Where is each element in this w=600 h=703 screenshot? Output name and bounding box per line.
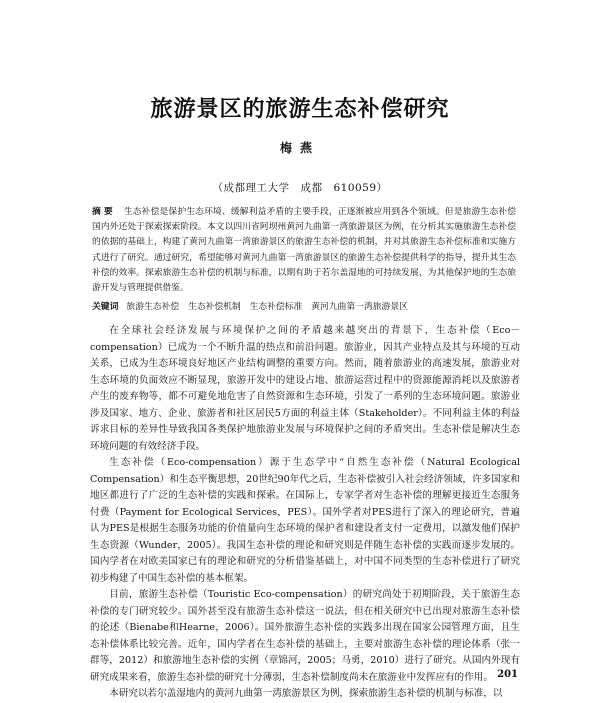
body-paragraph: 生态补偿（Eco-compensation）源于生态学中“自然生态补偿（Natural Ecological Compensation）和生态平衡思想，20世纪90年代之后，生态补偿被引入社会经济领域，许多国家和地区都进行了广泛的生态补偿的实践和探索。在国际上，专家学者对生态补偿的理解更接近生态服务付费（Payment for Ecological Services，PES）。国外学者对PES进行了深入的理论研究，普遍认为PES是根据生态服务功能的价值量向生态环境的保护者和建设者支付一定费用，以激发他们保护生态资源（Wunder，2005）。我国生态补偿的理论和研究则是伴随生态补偿的实践而逐步发展的。国内学者在对欧美国家已有的理论和研究的分析借鉴基础上，对中国不同类型的生态补偿进行了研究初步构建了中国生态补偿的基本框架。 (90, 457, 520, 584)
page-number: 201 (497, 669, 518, 680)
author-affiliation: （成都理工大学 成都 610059） (212, 182, 388, 194)
body-text (90, 323, 520, 703)
keywords-text: 旅游生态补偿 生态补偿机制 生态补偿标准 黄河九曲第一湾旅游景区 (126, 302, 408, 312)
abstract (92, 205, 516, 296)
keywords-label: 关键词 (92, 302, 119, 312)
paper-title: 旅游景区的旅游生态补偿研究 (150, 97, 450, 122)
body-paragraph: 在全球社会经济发展与环境保护之间的矛盾越来越突出的背景下，生态补偿（Eco－compensation）已成为一个不断升温的热点和前沿问题。旅游业，因其产业特点及其与环境的互动关系，已成为生态环境良好地区产业结构调整的重要方向。然而，随着旅游业的高速发展，旅游业对生态环境的负面效应不断显现，旅游开发中的建设占地、旅游运营过程中的资源能源消耗以及旅游者产生的废弃物等，都不可避免地危害了自然资源和生态环境，引发了一系列的生态环境问题。旅游业涉及国家、地方、企业、旅游者和社区居民5方面的利益主体（Stakeholder）。不同利益主体的利益诉求目标的差异性导致我国各类保护地旅游业发展与环境保护之间的矛盾突出。生态补偿是解决生态环境问题的有效经济手段。 (90, 325, 520, 452)
abstract-text: 生态补偿是保护生态环境、缓解利益矛盾的主要手段，正逐渐被应用到各个领域。但是旅游生态补偿国内外还处于探索探索阶段。本文以四川省阿坝州黄河九曲第一湾旅游景区为例，在分析其实施旅游生态补偿的依据的基础上，构建了黄河九曲第一湾旅游景区的旅游生态补偿的机制，并对其旅游生态补偿标准和实施方式进行了研究。通过研究，希望能够对黄河九曲第一湾旅游景区的旅游生态补偿提供科学的指导，提升其生态补偿的效率。探索旅游生态补偿的机制与标准，以期有助于若尔盖湿地的可持续发展，为其他保护地的生态旅游开发与管理提供借鉴。 (92, 207, 516, 294)
body-paragraph: 本研究以若尔盖湿地内的黄河九曲第一湾旅游景区为例，探索旅游生态补偿的机制与标准，以 (109, 688, 503, 699)
author-name: 梅燕 (279, 141, 320, 155)
abstract-label: 摘要 (92, 207, 116, 217)
keywords (92, 300, 516, 314)
body-paragraph: 目前，旅游生态补偿（Touristic Eco-compensation）的研究尚处于初期阶段，关于旅游生态补偿的专门研究较少。国外甚至没有旅游生态补偿这一说法，但在相关研究中已出现对旅游生态补偿的论述（Bienabe和Hearne，2006）。国外旅游生态补偿的实践多出现在国家公园管理方面，且生态补偿体系比较完善。近年，国内学者在生态补偿的基础上，主要对旅游生态补偿的理论体系（张一群等，2012）和旅游地生态补偿的实例（章锦河，2005；马勇，2010）进行了研究。从国内外现有研究成果来看，旅游生态补偿的研究十分薄弱，生态补偿制度尚未在旅游业中发挥应有的作用。 (90, 589, 520, 683)
